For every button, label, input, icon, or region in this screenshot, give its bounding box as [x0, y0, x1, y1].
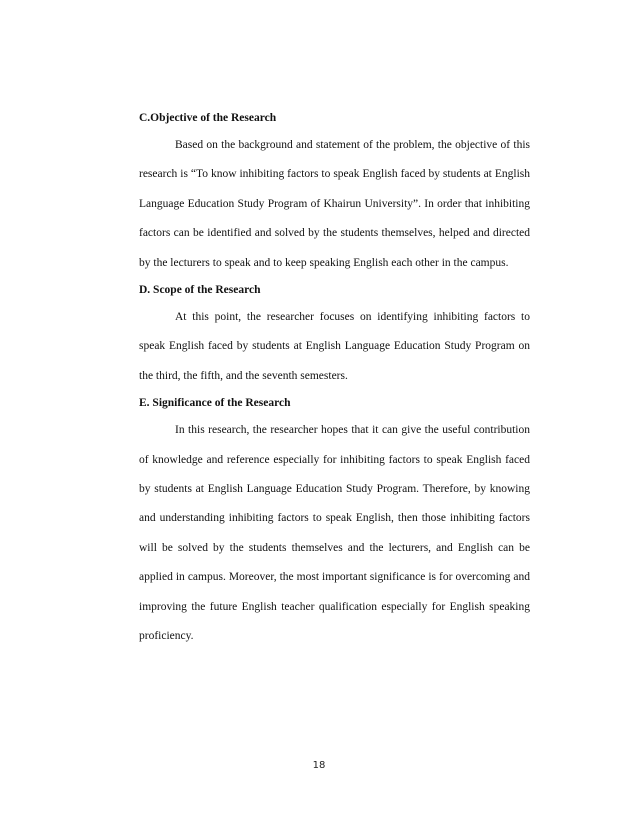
section-paragraph-significance: In this research, the researcher hopes that it can give the useful contribution of knowledge and reference especially for inhibiting factors to speak English faced by students at English Language Education Study Program. Therefore, by knowing and understanding inhibiting factors to speak English, then those inhibiting factors will be solved by the students themselves and the lecturers, and English can be applied in campus. Moreover, the most important significance is for overcoming and improving the future English teacher qualification especially for English speaking proficiency.: [139, 424, 530, 643]
section-heading-objective: C.Objective of the Research: [139, 112, 277, 124]
page-body: [139, 108, 530, 652]
section-significance: [139, 393, 530, 651]
section-heading-scope: D. Scope of the Research: [139, 284, 261, 297]
section-paragraph-scope: At this point, the researcher focuses on identifying inhibiting factors to speak English faced by students at English Language Education Study Program on the third, the fifth, and the seventh semesters.: [139, 311, 530, 382]
section-scope: [139, 280, 530, 391]
section-objective: [139, 108, 530, 278]
page-number: 18: [312, 760, 326, 771]
section-heading-significance: E. Significance of the Research: [139, 397, 291, 410]
section-paragraph-objective: Based on the background and statement of the problem, the objective of this research is “To know inhibiting factors to speak English faced by students at English Language Education Study Program of Khairun University”. In order that inhibiting factors can be identified and solved by the students themselves, helped and directed by the lecturers to speak and to keep speaking English each other in the campus.: [139, 139, 530, 269]
